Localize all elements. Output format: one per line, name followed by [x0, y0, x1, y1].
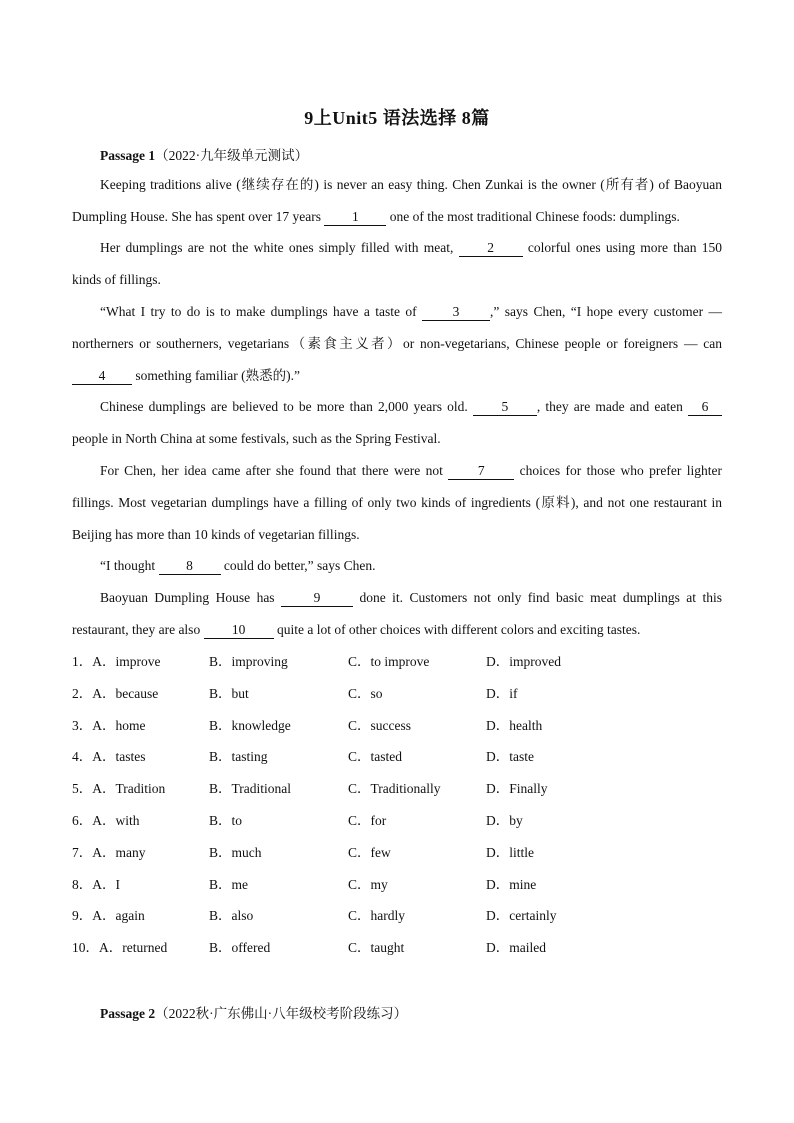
paragraph-text: Keeping traditions alive (继续存在的) is never an easy thing. Chen Zunkai is the owner (所有者) of Baoyuan Dumpling House. She has spent over 17 years: [72, 177, 722, 224]
blank-1: 1: [324, 209, 386, 226]
option-a: 4．A．tastes: [72, 749, 146, 765]
question-row: [72, 651, 722, 683]
paragraph-text: quite a lot of other choices with different colors and exciting tastes.: [273, 621, 641, 637]
question-row: [72, 842, 722, 874]
option-c: C．Traditionally: [348, 781, 441, 797]
passage1-source: （2022·九年级单元测试）: [155, 148, 309, 163]
option-d: D．improved: [486, 654, 561, 669]
passage2-source: （2022秋·广东佛山·八年级校考阶段练习）: [155, 1006, 408, 1021]
passage1-paragraph-7: [72, 582, 722, 646]
option-d: D．health: [486, 717, 543, 733]
option-a: 3．A．home: [72, 717, 146, 733]
option-c: C．success: [348, 717, 411, 733]
option-b: B．to: [209, 812, 243, 828]
question-row: [72, 715, 722, 747]
option-a: 7．A．many: [72, 844, 146, 860]
option-c: C．tasted: [348, 749, 402, 765]
option-d: D．certainly: [486, 908, 557, 924]
option-b: B．tasting: [209, 749, 268, 765]
option-d: D．taste: [486, 749, 534, 765]
option-c: C．hardly: [348, 908, 405, 924]
paragraph-text: “What I try to do is to make dumplings have a taste of: [100, 304, 423, 319]
option-b: B．offered: [209, 940, 271, 956]
page-title: 9上Unit5 语法选择 8篇: [304, 108, 490, 128]
blank-8: 8: [159, 558, 221, 575]
blank-3: 3: [422, 304, 490, 321]
option-c: C．taught: [348, 940, 405, 956]
option-c: C．my: [348, 876, 388, 892]
answer-options: [72, 651, 722, 969]
question-row: [72, 778, 722, 810]
option-a: 9．A．again: [72, 908, 145, 924]
paragraph-text: “I thought: [100, 558, 159, 573]
option-d: D．mine: [486, 876, 537, 892]
option-d: D．mailed: [486, 940, 546, 956]
option-d: D．by: [486, 812, 523, 828]
question-row: [72, 937, 722, 969]
option-b: B．me: [209, 876, 248, 892]
passage1-paragraph-3: [72, 296, 722, 391]
passage1-heading: [100, 144, 308, 164]
option-b: B．much: [209, 844, 262, 860]
option-d: D．Finally: [486, 781, 548, 797]
paragraph-text: one of the most traditional Chinese foods: dumplings.: [386, 208, 680, 224]
question-row: [72, 683, 722, 715]
paragraph-text: people in North China at some festivals, such as the Spring Festival.: [72, 430, 441, 446]
blank-9: 9: [281, 590, 353, 607]
blank-7: 7: [448, 463, 514, 480]
question-row: [72, 874, 722, 906]
paragraph-text: For Chen, her idea came after she found that there were not: [100, 463, 449, 478]
paragraph-text: , they are made and eaten: [536, 399, 688, 414]
passage1-paragraph-4: [72, 391, 722, 455]
option-a: 5．A．Tradition: [72, 781, 166, 797]
option-b: B．Traditional: [209, 781, 292, 797]
option-b: B．improving: [209, 654, 288, 669]
option-a: 10．A．returned: [72, 940, 168, 956]
paragraph-text: ,” says Chen, “I hope every customer — northerners or southerners, vegetarians（素食主义者）or non-vegetarians, Chinese people or foreigners — can: [72, 304, 722, 351]
passage1-paragraph-5: [72, 455, 722, 550]
paragraph-text: colorful ones using more than 150 kinds of fillings.: [72, 240, 723, 287]
option-b: B．knowledge: [209, 717, 291, 733]
option-b: B．also: [209, 908, 254, 924]
paragraph-text: Chinese dumplings are believed to be more than 2,000 years old.: [100, 399, 473, 414]
blank-5: 5: [473, 399, 537, 416]
paragraph-text: done it. Customers not only find basic meat dumplings at this restaurant, they are also: [72, 590, 722, 637]
blank-2: 2: [459, 240, 523, 257]
option-a: 8．A．I: [72, 876, 120, 892]
passage1-paragraph-2: [72, 232, 722, 296]
blank-4: 4: [72, 368, 132, 385]
question-row: [72, 905, 722, 937]
question-row: [72, 746, 722, 778]
question-row: [72, 810, 722, 842]
option-c: C．so: [348, 685, 383, 701]
passage2-heading: [100, 1002, 407, 1022]
paragraph-text: Baoyuan Dumpling House has: [100, 590, 282, 605]
option-a: 6．A．with: [72, 812, 140, 828]
passage1-label: Passage 1: [100, 148, 156, 163]
paragraph-text: Her dumplings are not the white ones simply filled with meat,: [100, 240, 459, 255]
option-d: D．if: [486, 685, 518, 701]
blank-10: 10: [204, 622, 274, 639]
option-b: B．but: [209, 685, 249, 701]
paragraph-text: choices for those who prefer lighter fillings. Most vegetarian dumplings have a filling of only two kinds of ingredients (原料), and not one restaurant in Beijing has more than 10 kinds of vegetarian fillings.: [72, 463, 722, 542]
option-a: 1．A．improve: [72, 654, 161, 669]
option-c: C．for: [348, 812, 387, 828]
passage1-paragraph-1: [72, 169, 722, 233]
passage2-label: Passage 2: [100, 1006, 156, 1021]
option-a: 2．A．because: [72, 685, 159, 701]
blank-6: 6: [688, 399, 722, 416]
paragraph-text: could do better,” says Chen.: [220, 558, 376, 573]
passage1-paragraph-6: [72, 550, 722, 582]
paragraph-text: something familiar (熟悉的).”: [132, 367, 300, 383]
option-c: C．few: [348, 844, 391, 860]
option-d: D．little: [486, 844, 534, 860]
option-c: C．to improve: [348, 654, 430, 669]
